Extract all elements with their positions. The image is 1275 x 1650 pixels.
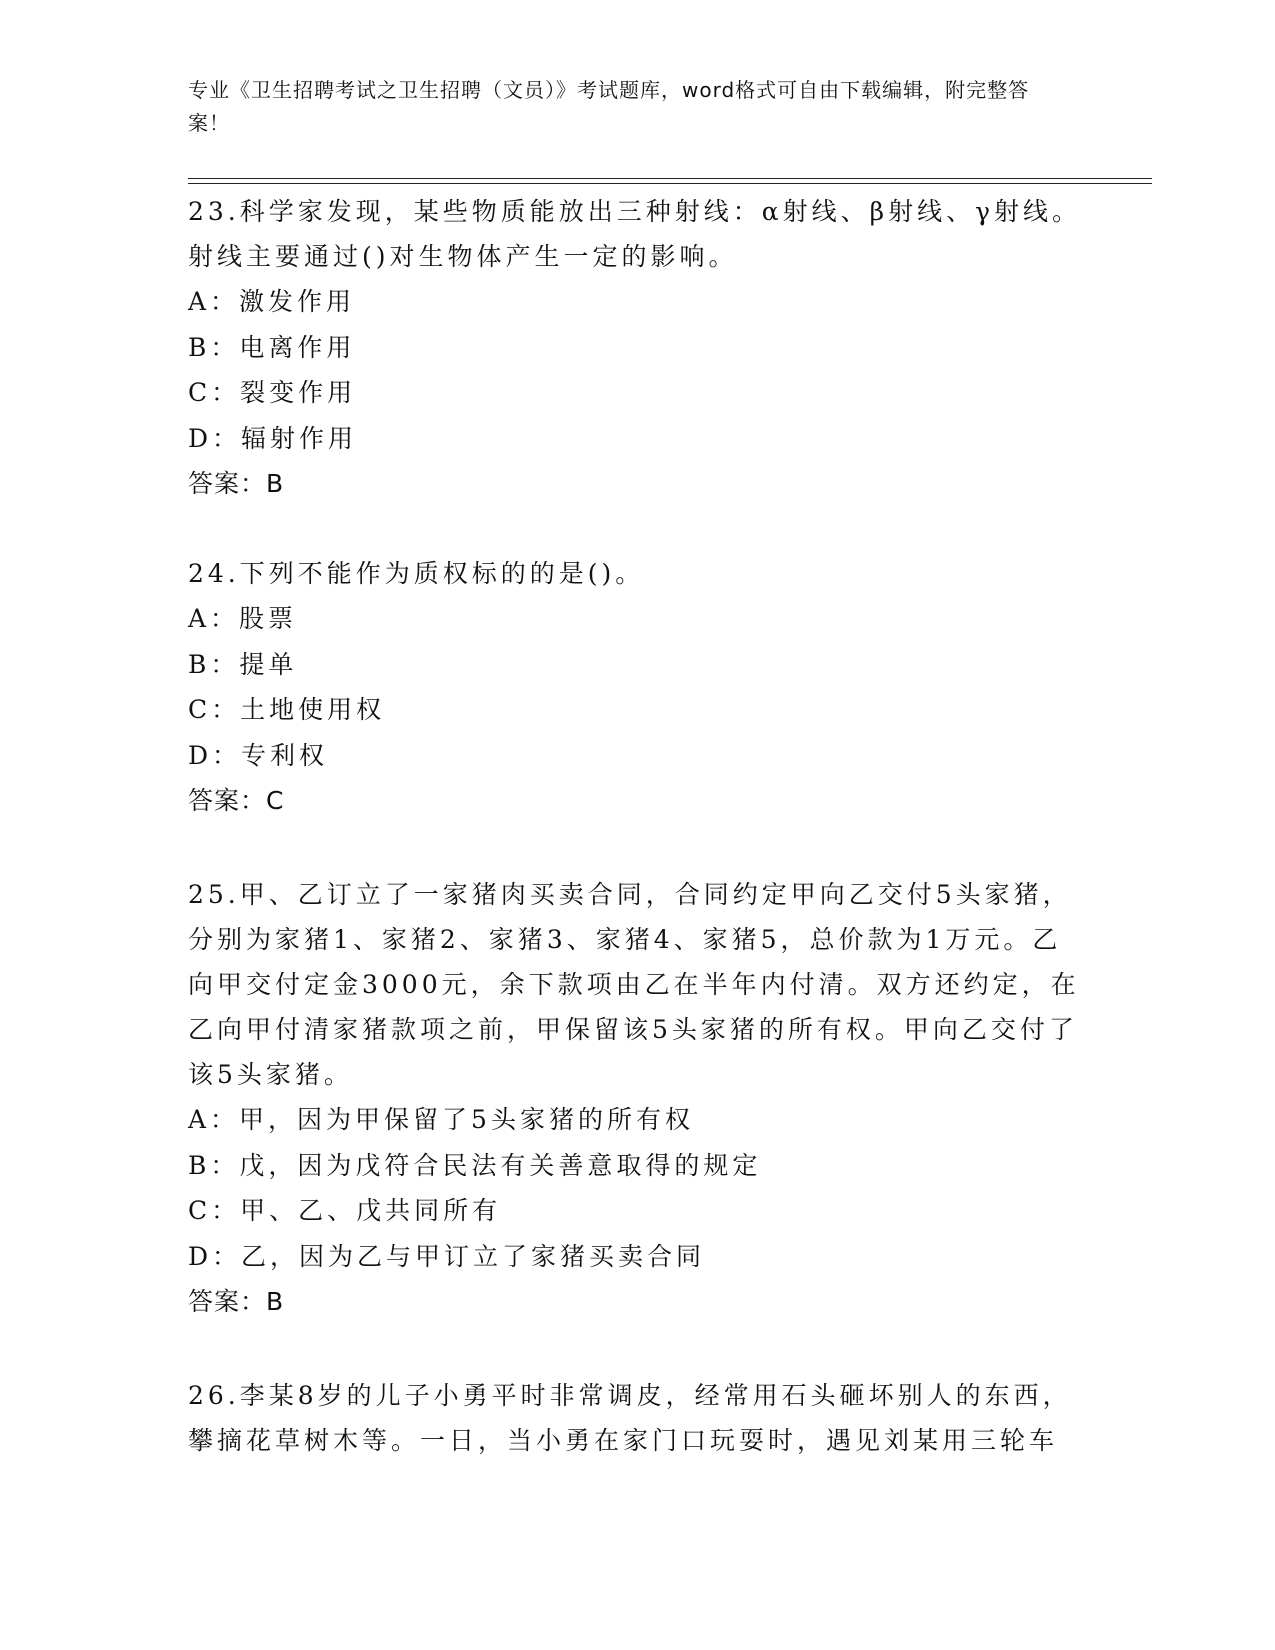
option-d: D：专利权 — [188, 740, 329, 770]
option-c: C：土地使用权 — [188, 695, 386, 724]
option-a: A：甲，因为甲保留了5头家猪的所有权 — [188, 1105, 694, 1134]
option-a: A：股票 — [188, 604, 298, 633]
question-text: 25.甲、乙订立了一家猪肉买卖合同，合同约定甲向乙交付5头家猪，分别为家猪1、家猪2、家猪3、家猪4、家猪5，总价款为1万元。乙向甲交付定金3000元，余下款项由乙在半年内付清。双方还约定，在乙向甲付清家猪款项之前，甲保留该5头家猪的所有权。甲向乙交付了该5头家猪。 — [188, 880, 1080, 1089]
option-a: A：激发作用 — [188, 287, 356, 316]
option-c: C：甲、乙、戊共同所有 — [188, 1196, 502, 1225]
answer-line: 答案：B — [188, 469, 285, 498]
header-divider-line-double — [188, 183, 1152, 184]
option-b: B：提单 — [188, 649, 298, 679]
question-text: 24.下列不能作为质权标的的是()。 — [188, 559, 645, 588]
header-divider-line — [188, 178, 1152, 179]
question-text: 23.科学家发现，某些物质能放出三种射线：α射线、β射线、γ射线。射线主要通过()对生物体产生一定的影响。 — [188, 197, 1082, 271]
header-note: 专业《卫生招聘考试之卫生招聘（文员）》考试题库，word格式可自由下载编辑，附完整答案！ — [188, 78, 1030, 135]
option-c: C：裂变作用 — [188, 378, 357, 407]
answer-line: 答案：C — [188, 786, 285, 815]
option-d: D：辐射作用 — [188, 423, 358, 453]
option-b: B：电离作用 — [188, 332, 356, 362]
question-26 — [188, 1373, 1088, 1463]
question-23 — [188, 189, 1088, 506]
option-b: B：戊，因为戊符合民法有关善意取得的规定 — [188, 1150, 762, 1180]
question-text: 26.李某8岁的儿子小勇平时非常调皮，经常用石头砸坏别人的东西，攀摘花草树木等。一日，当小勇在家门口玩耍时，遇见刘某用三轮车 — [188, 1381, 1072, 1455]
question-25 — [188, 872, 1088, 1324]
question-24 — [188, 551, 1088, 823]
option-d: D：乙，因为乙与甲订立了家猪买卖合同 — [188, 1241, 706, 1271]
answer-line: 答案：B — [188, 1287, 285, 1316]
